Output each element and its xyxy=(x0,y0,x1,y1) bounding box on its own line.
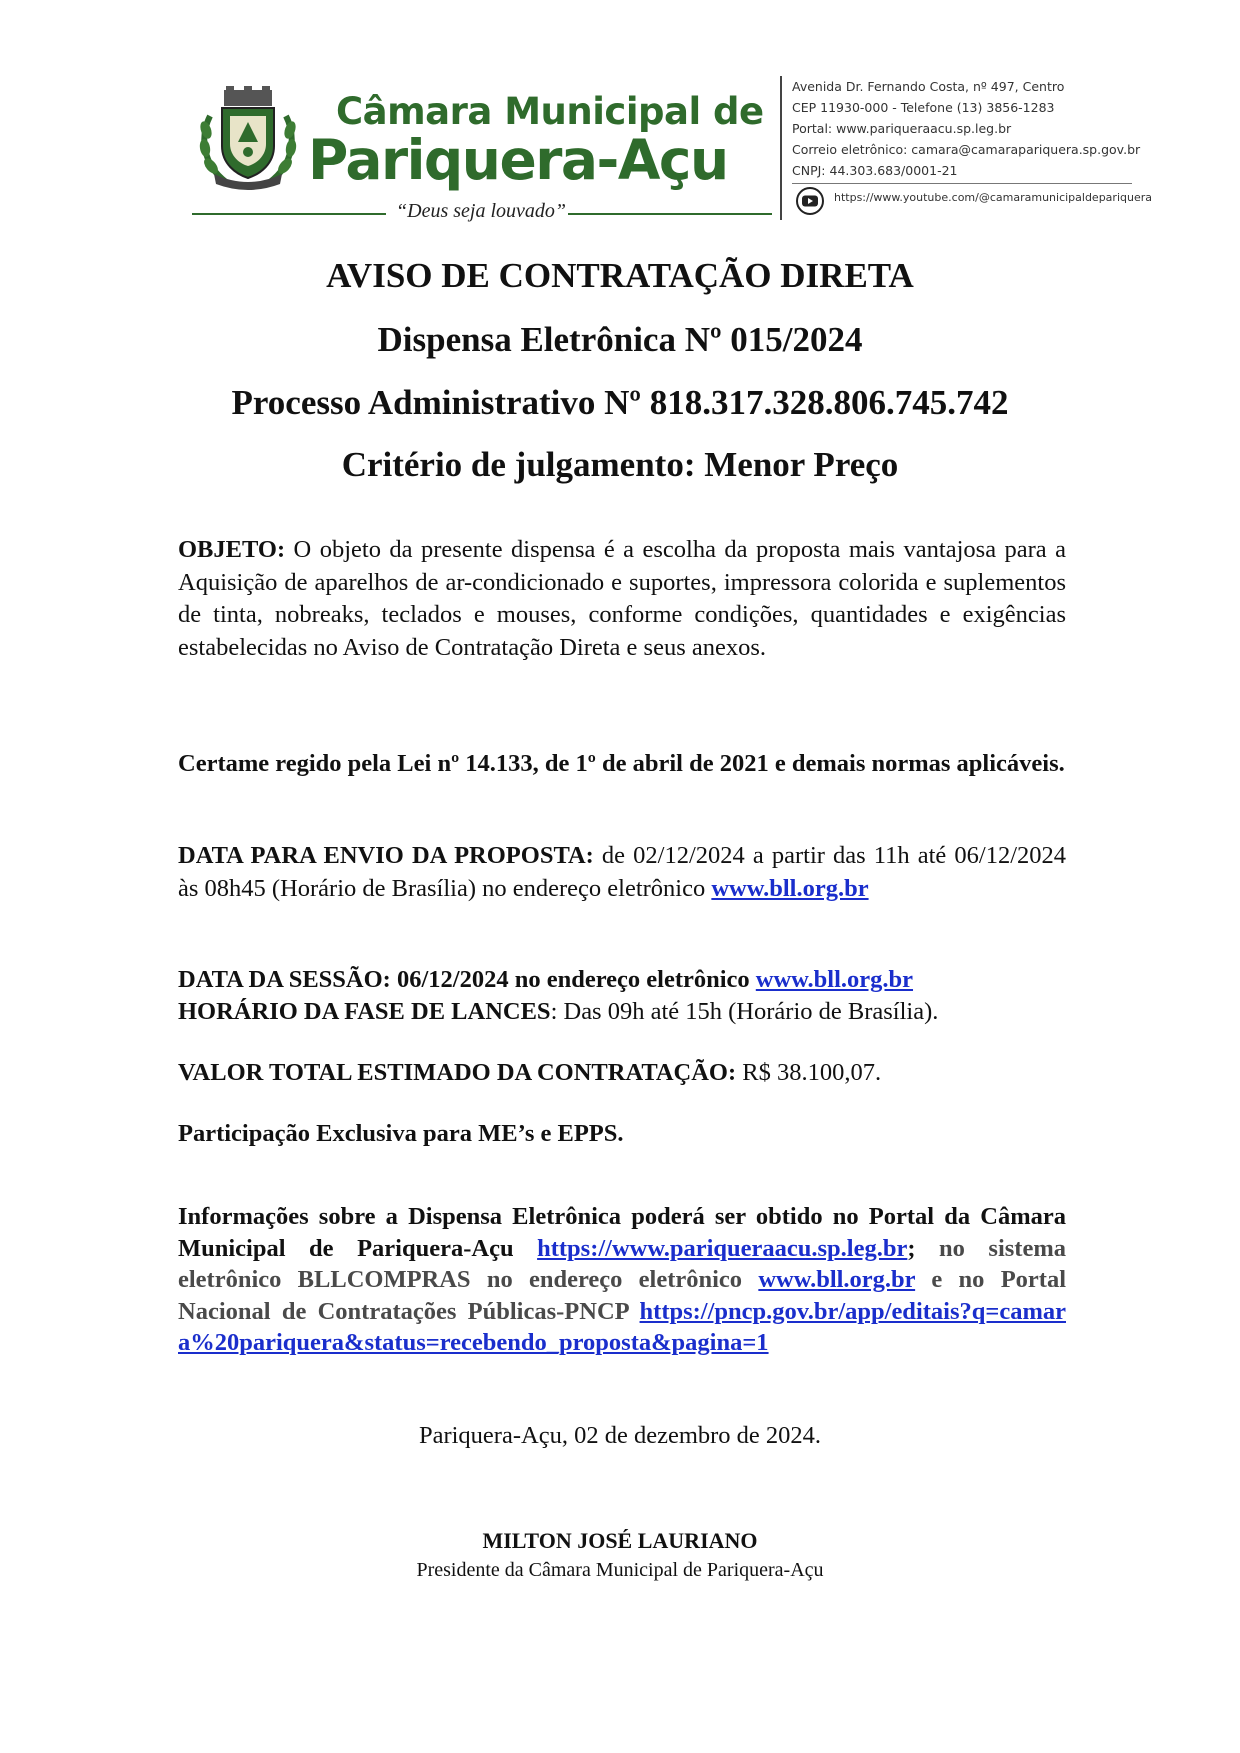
info-text-3: no sistema eletrônico BLLCOMPRAS no endereço eletrônico xyxy=(178,1234,1066,1293)
info-text-1: Informações sobre a Dispensa Eletrônica poderá ser obtido no Portal da Câmara Municipal de Pariquera-Açu xyxy=(178,1203,1066,1262)
bidding-phase-text: : Das 09h até 15h (Horário de Brasília). xyxy=(550,998,939,1025)
participation-paragraph: Participação Exclusiva para ME’s e EPPS. xyxy=(178,1120,624,1147)
estimated-value-amount: R$ 38.100,07. xyxy=(736,1059,882,1086)
signatory-name: MILTON JOSÉ LAURIANO xyxy=(482,1528,758,1553)
bll-link-info[interactable]: www.bll.org.br xyxy=(758,1266,916,1293)
judgment-criterion: Critério de julgamento: Menor Preço xyxy=(341,445,899,484)
session-label: DATA DA SESSÃO: 06/12/2024 no endereço eletrônico xyxy=(178,966,756,993)
camara-portal-link[interactable]: https://www.pariqueraacu.sp.leg.br xyxy=(537,1234,908,1262)
motto-divider-left xyxy=(192,213,386,215)
notice-title: AVISO DE CONTRATAÇÃO DIRETA xyxy=(326,256,914,295)
object-label: OBJETO: xyxy=(178,536,286,563)
contact-cep-phone: CEP 11930-000 - Telefone (13) 3856-1283 xyxy=(792,100,1055,115)
brand-name-line1: Câmara Municipal de xyxy=(336,90,764,133)
letterhead xyxy=(0,0,1240,240)
proposal-date-text: de 02/12/2024 a partir das 11h até 06/12/2024 às 08h45 (Horário de Brasília) no endereço eletrônico xyxy=(178,842,1066,902)
estimated-value-label: VALOR TOTAL ESTIMADO DA CONTRATAÇÃO: xyxy=(178,1059,737,1086)
place-and-date: Pariquera-Açu, 02 de dezembro de 2024. xyxy=(418,1422,822,1449)
contact-portal: Portal: www.pariqueraacu.sp.leg.br xyxy=(792,121,1012,136)
bll-link-session[interactable]: www.bll.org.br xyxy=(755,966,914,993)
pncp-link[interactable]: https://pncp.gov.br/app/editais?q=camara%20pariquera&status=recebendo_proposta&pagina=1 xyxy=(178,1297,1066,1356)
contact-email: Correio eletrônico: camara@camarapariquera.sp.gov.br xyxy=(792,142,1141,157)
proposal-date-paragraph xyxy=(178,840,1066,905)
info-text-4: e no Portal Nacional de Contratações Públicas-PNCP xyxy=(178,1266,1066,1325)
contact-cnpj: CNPJ: 44.303.683/0001-21 xyxy=(792,163,958,178)
motto-divider-right xyxy=(568,213,772,215)
youtube-url: https://www.youtube.com/@camaramunicipaldepariquera xyxy=(834,191,1152,204)
object-text: O objeto da presente dispensa é a escolha da proposta mais vantajosa para a Aquisição de aparelhos de ar-condicionado e suportes, impressora colorida e suplementos de tinta, nobreaks, teclados e mouses, conforme condições, quantidades e exigências estabelecidas no Aviso de Contratação Direta e seus anexos. xyxy=(178,536,1066,661)
information-paragraph xyxy=(178,1201,1066,1359)
brand-name-line2: Pariquera-Açu xyxy=(308,128,728,192)
bll-link-proposal[interactable]: www.bll.org.br xyxy=(711,874,869,902)
signatory-role: Presidente da Câmara Municipal de Pariquera-Açu xyxy=(416,1559,824,1581)
contact-address: Avenida Dr. Fernando Costa, nº 497, Centro xyxy=(792,79,1065,94)
info-text-2: ; xyxy=(907,1234,916,1262)
contact-divider xyxy=(792,183,1132,184)
object-paragraph xyxy=(178,534,1066,664)
estimated-value-paragraph xyxy=(178,1057,1066,1090)
motto: “Deus seja louvado” xyxy=(396,200,566,222)
legal-basis-paragraph: Certame regido pela Lei nº 14.133, de 1º de abril de 2021 e demais normas aplicáveis. xyxy=(178,750,1065,777)
header-divider xyxy=(780,76,782,220)
youtube-icon xyxy=(795,186,825,216)
contact-block xyxy=(792,76,1232,181)
session-paragraph xyxy=(178,964,1066,1028)
dispensa-number: Dispensa Eletrônica Nº 015/2024 xyxy=(377,320,863,359)
process-number: Processo Administrativo Nº 818.317.328.806.745.742 xyxy=(231,383,1009,422)
proposal-date-label: DATA PARA ENVIO DA PROPOSTA: xyxy=(178,842,594,869)
municipal-coat-of-arms-icon xyxy=(196,86,300,190)
bidding-phase-label: HORÁRIO DA FASE DE LANCES xyxy=(178,998,551,1025)
